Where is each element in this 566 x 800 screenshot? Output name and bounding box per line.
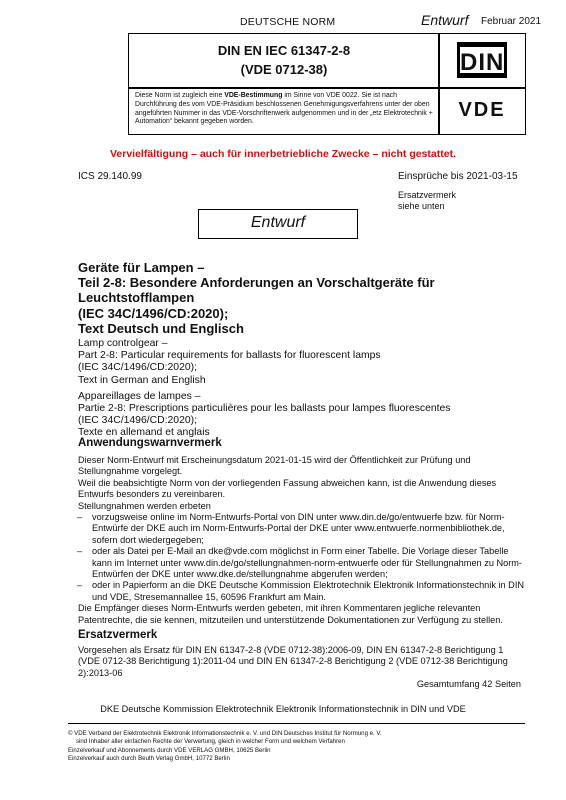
standard-number-box (128, 33, 440, 89)
application-warning-p2: Weil die beabsichtigte Norm von der vorliegenden Fassung abweichen kann, ist die Anwendung dieses Entwurfs besonders zu vereinbaren. (78, 477, 497, 500)
draft-box (198, 209, 358, 239)
application-warning-body (78, 455, 526, 626)
total-pages: Gesamtumfang 42 Seiten (416, 679, 521, 689)
application-warning-p4: Die Empfänger dieses Norm-Entwurfs werden gebeten, mit ihren Kommentaren jegliche relevanten Patentrechte, die sie kennen, mitzuteilen und unterstützende Dokumentationen zur Verfügung zu stellen. (78, 603, 503, 625)
title-french: Appareillages de lampes – Partie 2-8: Prescriptions particulières pour les ballasts pour lampes fluorescentes (IEC 34C/1496/CD:2020); Texte en allemand et anglais (78, 390, 451, 439)
ics-code: ICS 29.140.99 (78, 171, 142, 182)
document-titles (78, 260, 518, 440)
dke-line: DKE Deutsche Kommission Elektrotechnik Elektronik Informationstechnik in DIN und VDE (100, 704, 466, 714)
vde-note-box (128, 87, 440, 135)
copy-warning: Vervielfältigung – auch für innerbetriebliche Zwecke – nicht gestattet. (109, 148, 456, 160)
din-logo-box (438, 33, 526, 89)
replacement-heading: Ersatzvermerk (78, 629, 158, 641)
vde-logo-box (438, 87, 526, 135)
issue-date: Februar 2021 (481, 16, 542, 27)
list-item: – oder als Datei per E-Mail an dke@vde.com möglichst in Form einer Tabelle. Die Vorlage dieser Tabelle kann im Internet unter www.din.de/go/stellungnahmen-norm-entwuerfe oder für Stellungnahmen zu Norm-Entwürfen der DKE unter www.dke.de/stellungnahme abgerufen werden; (77, 546, 522, 580)
application-warning-p3: Stellungnahmen werden erbeten (78, 500, 211, 511)
application-warning-p1: Dieser Norm-Entwurf mit Erscheinungsdatum 2021-01-15 wird der Öffentlichkeit zur Prüfung und Stellungnahme vorgelegt. (78, 455, 471, 477)
draft-box-label: Entwurf (250, 214, 306, 231)
list-item: – oder in Papierform an die DKE Deutsche Kommission Elektrotechnik Elektronik Informationstechnik in DIN und VDE, Stresemannallee 15, 60596 Frankfurt am Main. (77, 580, 525, 602)
vde-note-bold: VDE-Bestimmung (224, 92, 283, 99)
vde-note: Diese Norm ist zugleich eine VDE-Bestimmung im Sinne von VDE 0022. Sie ist nach Durchführung des vom VDE-Präsidium beschlossenen Genehmigungsverfahrens unter der oben angeführten Nummer in das VDE-Vorschriftenwerk aufgenommen und in der „etz Elektrotechnik + Automation“ bekannt gegeben worden. (135, 92, 433, 126)
din-logo (457, 42, 507, 78)
footer-divider (68, 723, 525, 724)
vde-logo: VDE (458, 99, 506, 121)
din-logo-text: DIN (460, 49, 505, 76)
list-item: – vorzugsweise online im Norm-Entwurfs-Portal von DIN unter www.din.de/go/entwuerfe bzw. für Norm-Entwürfe der DKE auch im Norm-Entwurfs-Portal der DKE unter www.entwuerfe.normenbibliothek.de, sofern dort wiedergegeben; (77, 512, 505, 545)
replacement-note-side: Ersatzvermerk siehe unten (398, 190, 457, 211)
vde-classification: (VDE 0712-38) (240, 62, 328, 77)
title-english: Lamp controlgear – Part 2-8: Particular requirements for ballasts for fluorescent lamps (IEC 34C/1496/CD:2020); Text in German and English (78, 338, 381, 386)
norm-type-label: DEUTSCHE NORM (240, 16, 336, 28)
application-warning-heading: Anwendungswarnvermerk (78, 437, 222, 449)
standard-number: DIN EN IEC 61347-2-8 (217, 43, 351, 58)
title-german: Geräte für Lampen – Teil 2-8: Besondere Anforderungen an Vorschaltgeräte für Leuchtstofflampen (IEC 34C/1496/CD:2020); Text Deutsch und Englisch (78, 260, 435, 336)
replacement-text: Vorgesehen als Ersatz für DIN EN 61347-2-8 (VDE 0712-38):2006-09, DIN EN 61347-2-8 Berichtigung 1 (VDE 0712-38 Berichtigung 1):2011-04 und DIN EN 61347-2-8 Berichtigung 2 (VDE 0712-38 Berichtigung 2):2013-06 (78, 645, 508, 678)
footer: © VDE Verband der Elektrotechnik Elektronik Informationstechnik e. V. und DIN Deutsches Institut für Normung e. V. sind Inhaber aller einfachen Rechte der Verwertung, gleich in welcher Form und welchem Verfahren Einzelverkauf und Abonnements durch VDE VERLAG GMBH, 10625 Berlin Einzelverkauf auch durch Beuth Verlag GmbH, 10772 Berlin (68, 730, 382, 762)
draft-label: Entwurf (421, 12, 469, 28)
objection-deadline: Einsprüche bis 2021-03-15 (398, 171, 518, 182)
